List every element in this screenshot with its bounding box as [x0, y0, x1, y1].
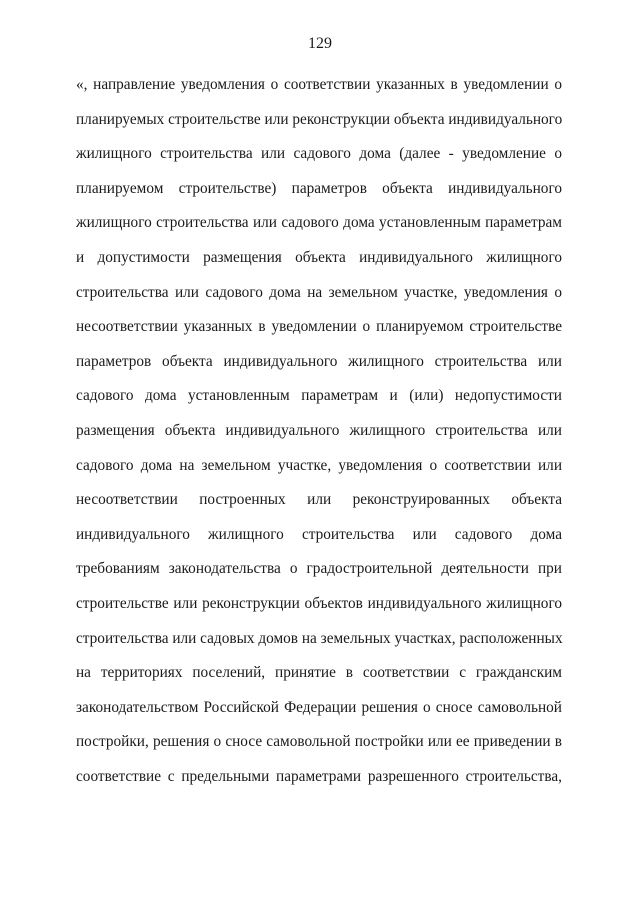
text-line: «, направление уведомления о соответствии указанных в уведомлении о — [76, 76, 562, 93]
text-line: требованиям законодательства о градостроительной деятельности при — [76, 560, 562, 578]
page-number: 129 — [308, 35, 332, 52]
text-line: постройки, решения о сносе самовольной постройки или ее приведении в — [76, 733, 562, 751]
text-line: строительстве или реконструкции объектов индивидуального жилищного — [76, 594, 562, 612]
text-line: жилищного строительства или садового дома (далее - уведомление о — [76, 145, 562, 163]
text-line: жилищного строительства или садового дома установленным параметрам — [76, 214, 562, 232]
text-line: строительства или садовых домов на земельных участках, расположенных — [76, 629, 563, 647]
text-line: планируемых строительстве или реконструкции объекта индивидуального — [76, 110, 563, 128]
text-line: и допустимости размещения объекта индивидуального жилищного — [76, 248, 562, 266]
text-line: садового дома установленным параметрам и (или) недопустимости — [76, 387, 562, 405]
text-line: размещения объекта индивидуального жилищного строительства или — [76, 421, 562, 439]
text-line: на территориях поселений, принятие в соответствии с гражданским — [76, 664, 562, 682]
text-line: несоответствии указанных в уведомлении о планируемом строительстве — [76, 318, 562, 336]
text-line: планируемом строительстве) параметров объекта индивидуального — [76, 179, 562, 197]
body-text — [76, 72, 562, 798]
text-line: законодательством Российской Федерации решения о сносе самовольной — [76, 698, 562, 716]
text-line: несоответствии построенных или реконструированных объекта — [76, 491, 562, 509]
text-line: индивидуального жилищного строительства или садового дома — [76, 525, 562, 543]
text-line: соответствие с предельными параметрами разрешенного строительства, — [76, 767, 562, 785]
text-line: параметров объекта индивидуального жилищного строительства или — [76, 352, 562, 370]
text-line: строительства или садового дома на земельном участке, уведомления о — [76, 283, 562, 301]
text-line: садового дома на земельном участке, уведомления о соответствии или — [76, 456, 562, 474]
